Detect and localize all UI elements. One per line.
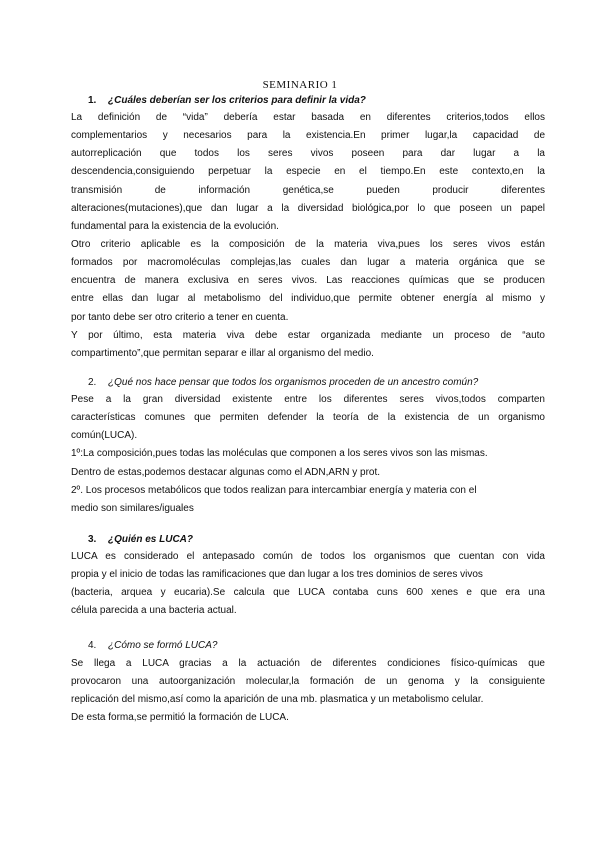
text-line: descendencia,consiguiendo perpetuar la especie en el tiempo.En este contexto,en la	[71, 166, 545, 178]
text-line: transmisión de información genética,se pueden producir diferentes	[71, 184, 545, 196]
text-line: por tanto debe ser otro criterio a tener en cuenta.	[71, 311, 289, 323]
question-text: ¿Qué nos hace pensar que todos los organismos proceden de un ancestro común?	[108, 377, 479, 388]
text-line: 1º:La composición,pues todas las moléculas que componen a los seres vivos son las mismas.	[71, 448, 488, 460]
question-number: 4.	[88, 640, 97, 651]
answer-paragraph-2	[71, 391, 545, 518]
text-line: encuentra de manera exclusiva en seres vivos. Las reacciones químicas que se producen	[71, 275, 545, 287]
text-line: provocaron una autoorganización molecular,la formación de un genoma y la consiguiente	[71, 676, 545, 688]
text-line: formados por macromoléculas complejas,las cuales dan lugar a materia orgánica que se	[71, 257, 545, 269]
question-heading-2	[88, 376, 540, 390]
text-line: Dentro de estas,podemos destacar algunas como el ADN,ARN y prot.	[71, 466, 381, 478]
text-line: compartimento”,que permitan separar e illar al organismo del medio.	[71, 347, 374, 359]
text-line: fundamental para la existencia de la evolución.	[71, 220, 279, 232]
text-line: 2º. Los procesos metabólicos que todos realizan para intercambiar energía y materia con el	[71, 484, 477, 496]
answer-paragraph-1	[71, 109, 545, 363]
question-number: 3.	[88, 534, 97, 545]
text-line: entre ellas dan lugar al metabolismo del individuo,que permite obtener energía al mismo y	[71, 293, 545, 305]
text-line: propia y el inicio de todas las ramificaciones que dan lugar a los tres dominios de seres vivos	[71, 569, 483, 581]
text-line: Pese a la gran diversidad existente entre los diferentes seres vivos,todos comparten	[71, 394, 545, 405]
text-line: autorreplicación que todos los seres vivos poseen para dar lugar a la	[71, 148, 545, 160]
question-number: 1.	[88, 95, 97, 106]
text-line: LUCA es considerado el antepasado común de todos los organismos que cuentan con vida	[71, 551, 545, 562]
text-line: célula parecida a una bacteria actual.	[71, 605, 237, 617]
text-line: Otro criterio aplicable es la composición de la materia viva,pues los seres vivos están	[71, 238, 545, 250]
question-heading-3	[88, 533, 540, 547]
question-number: 2.	[88, 377, 97, 388]
text-line: Se llega a LUCA gracias a la actuación de diferentes condiciones físico-químicas que	[71, 658, 545, 669]
question-text: ¿Cómo se formó LUCA?	[108, 640, 218, 651]
page-title: SEMINARIO 1	[262, 79, 338, 91]
text-line: complementarios y necesarios para la existencia.En primer lugar,la capacidad de	[71, 130, 545, 142]
text-line: alteraciones(mutaciones),que dan lugar a la diversidad biológica,por lo que poseen un papel	[71, 202, 545, 214]
question-heading-1	[88, 94, 540, 108]
text-line: De esta forma,se permitió la formación de LUCA.	[71, 712, 289, 724]
text-line: replicación del mismo,así como la aparición de una mb. plasmatica y un metabolismo celular.	[71, 694, 484, 706]
answer-paragraph-3	[71, 548, 545, 621]
question-text: ¿Cuáles deberían ser los criterios para definir la vida?	[108, 95, 366, 106]
question-text: ¿Quién es LUCA?	[108, 534, 194, 545]
text-line: La definición de “vida” debería estar basada en diferentes criterios,todos ellos	[71, 112, 545, 123]
text-line: características comunes que permiten defender la teoría de la existencia de un organismo	[71, 412, 545, 424]
answer-paragraph-4	[71, 655, 545, 728]
text-line: medio son similares/iguales	[71, 502, 194, 514]
text-line: (bacteria, arquea y eucaria).Se calcula que LUCA contaba cuns 600 xenes e que era una	[71, 587, 545, 599]
text-line: común(LUCA).	[71, 430, 138, 442]
text-line: Y por último, esta materia viva debe estar organizada mediante un proceso de “auto	[71, 329, 545, 341]
question-heading-4	[88, 639, 540, 653]
